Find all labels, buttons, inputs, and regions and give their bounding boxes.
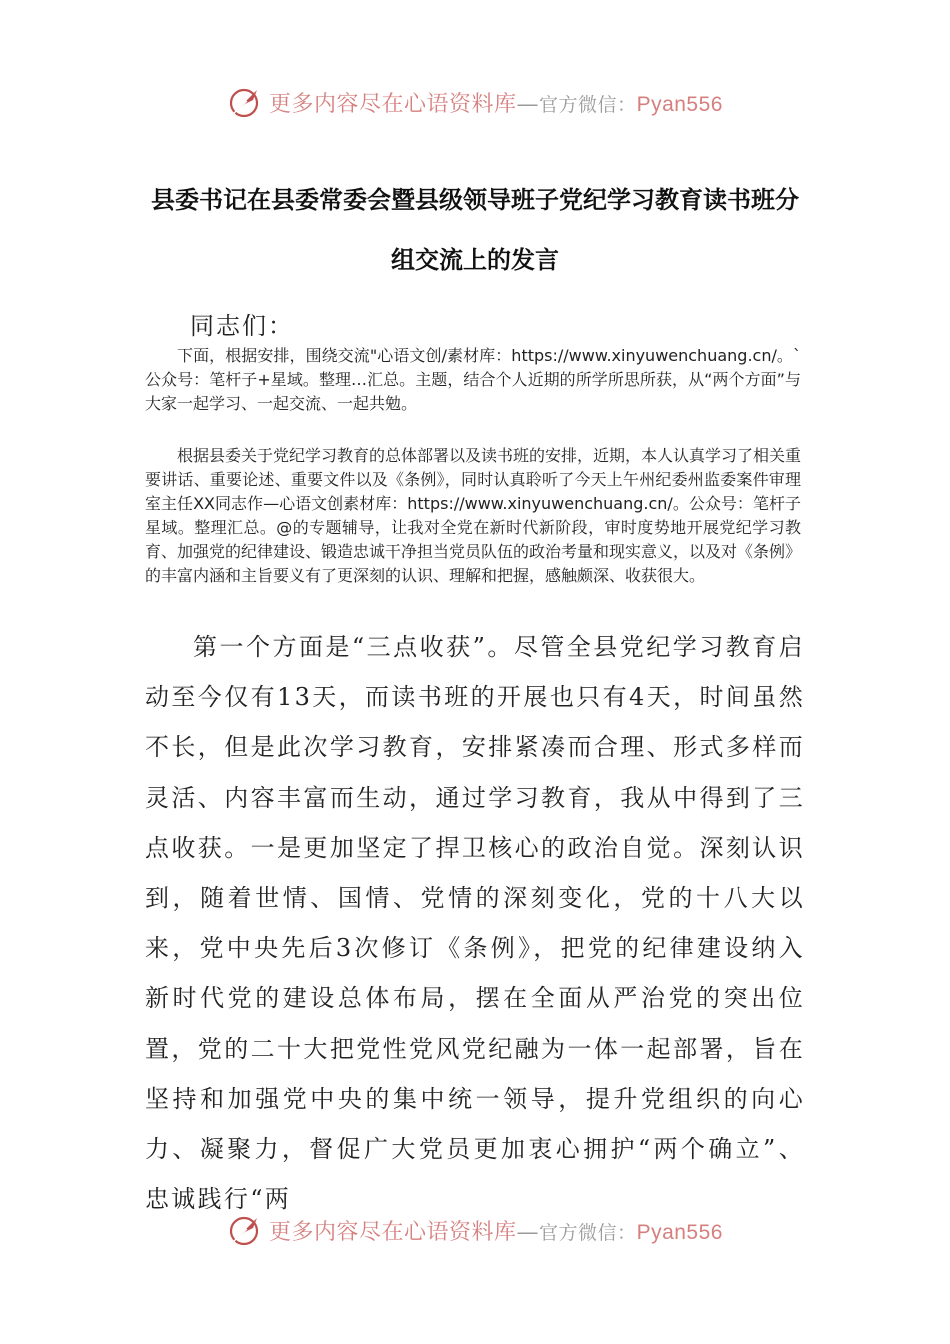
banner-wechat-id: Pyan556 bbox=[636, 1220, 723, 1244]
banner-site-text: 更多内容尽在心语资料库 bbox=[269, 91, 517, 117]
banner-wechat-label: 官方微信： bbox=[539, 93, 637, 116]
banner-wechat-label: 官方微信： bbox=[539, 1221, 637, 1244]
banner-dash: — bbox=[516, 1219, 540, 1245]
paragraph-background: 根据县委关于党纪学习教育的总体部署以及读书班的安排，近期，本人认真学习了相关重要讲话、重要论述、重要文件以及《条例》，同时认真聆听了今天上午州纪委州监委案件审理室主任XX同志作—心语文创素材库：https://www.xinyuwenchuang.cn/。公众号：笔杆子星域。整理汇总。@的专题辅导，让我对全党在新时代新阶段，审时度势地开展党纪学习教育、加强党的纪律建设、锻造忠诚干净担当党员队伍的政治考量和现实意义，以及对《条例》的丰富内涵和主旨要义有了更深刻的认识、理解和把握，感触颇深、收获很大。 bbox=[145, 446, 802, 585]
banner-wechat-id: Pyan556 bbox=[636, 92, 723, 116]
banner-dash: — bbox=[516, 91, 540, 117]
footer-banner bbox=[0, 1208, 950, 1252]
header-banner bbox=[0, 80, 950, 124]
paragraph-first-aspect: 第一个方面是“三点收获”。尽管全县党纪学习教育启动至今仅有13天，而读书班的开展也只有4天，时间虽然不长，但是此次学习教育，安排紧凑而合理、形式多样而灵活、内容丰富而生动，通过学习教育，我从中得到了三点收获。一是更加坚定了捍卫核心的政治自觉。深刻认识到，随着世情、国情、党情的深刻变化，党的十八大以来，党中央先后3次修订《条例》，把党的纪律建设纳入新时代党的建设总体布局，摆在全面从严治党的突出位置，党的二十大把党性党风党纪融为一体一起部署，旨在坚持和加强党中央的集中统一领导，提升党组织的向心力、凝聚力，督促广大党员更加衷心拥护“两个确立”、忠诚践行“两 bbox=[145, 633, 805, 1214]
document-title: 县委书记在县委常委会暨县级领导班子党纪学习教育读书班分组交流上的发言 bbox=[151, 186, 799, 274]
quill-logo-icon bbox=[227, 1212, 263, 1248]
banner-site-text: 更多内容尽在心语资料库 bbox=[269, 1219, 517, 1245]
salutation: 同志们： bbox=[190, 312, 294, 340]
paragraph-intro: 下面，根据安排，围绕交流"心语文创/素材库：https://www.xinyuwenchuang.cn/。`公众号：笔杆子+星域。整理…汇总。主题，结合个人近期的所学所思所获，从“两个方面”与大家一起学习、一起交流、一起共勉。 bbox=[145, 346, 801, 413]
quill-logo-icon bbox=[227, 84, 263, 120]
